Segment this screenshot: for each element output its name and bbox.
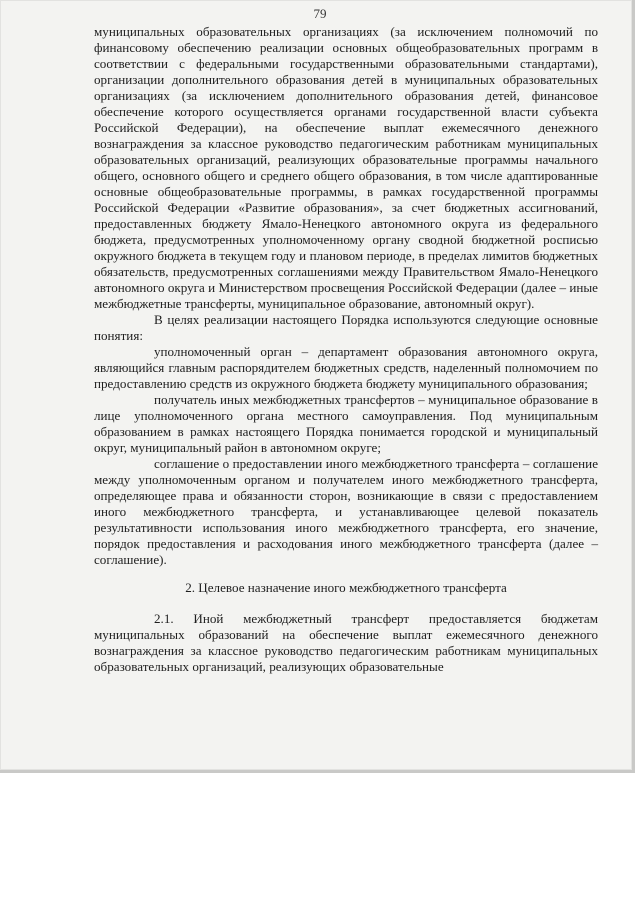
paragraph-definitions-intro: В целях реализации настоящего Порядка используются следующие основные понятия: — [94, 312, 598, 343]
paragraph-recipient: получатель иных межбюджетных трансфертов – муниципальное образование в лице уполномоченного органа местного самоуправления. Под муниципальным образованием в рамках настоящего Порядка понимается городской и муниципальный округ, муниципальный район в автономном округе; — [94, 392, 598, 455]
document-body — [94, 24, 598, 675]
paragraph-authorized-body: уполномоченный орган – департамент образования автономного округа, являющийся главным распорядителем бюджетных средств, наделенный полномочием по предоставлению средств из окружного бюджета бюджету муниципального образования; — [94, 344, 598, 391]
paragraph-agreement: соглашение о предоставлении иного межбюджетного трансферта – соглашение между уполномоченным органом и получателем иного межбюджетного трансферта, определяющее права и обязанности сторон, возникающие в связи с предоставлением иного межбюджетного трансферта, и устанавливающее целевой показатель результативности использования иного межбюджетного трансферта, его значение, порядок предоставления и расходования иного межбюджетного трансферта (далее – соглашение). — [94, 456, 598, 567]
paragraph-continuation: муниципальных образовательных организациях (за исключением полномочий по финансовому обеспечению реализации основных общеобразовательных программ в соответствии с федеральными государственными образовательными стандартами), организации дополнительного образования детей в муниципальных образовательных организациях (за исключением дополнительного образования детей, финансовое обеспечение которого осуществляется органами государственной власти субъекта Российской Федерации), на обеспечение выплат ежемесячного денежного вознаграждения за классное руководство педагогическим работникам муниципальных образовательных организаций, реализующих образовательные программы начального общего, основного общего и среднего общего образования, в том числе адаптированные основные общеобразовательные программы, в рамках государственной программы Российской Федерации «Развитие образования», за счет бюджетных ассигнований, предоставленных бюджету Ямало-Ненецкого автономного округа из федерального бюджета, предусмотренных уполномоченному органу сводной бюджетной росписью окружного бюджета в текущем году и плановом периоде, в пределах лимитов бюджетных обязательств, предусмотренных соглашениями между Правительством Ямало-Ненецкого автономного округа и Министерством просвещения Российской Федерации (далее – иные межбюджетные трансферты, муниципальное образование, автономный округ). — [94, 24, 598, 311]
page-number: 79 — [313, 6, 327, 21]
section-heading: 2. Целевое назначение иного межбюджетного трансферта — [185, 580, 507, 595]
paragraph-clause-2-1: 2.1. Иной межбюджетный трансферт предоставляется бюджетам муниципальных образований на обеспечение выплат ежемесячного денежного вознаграждения за классное руководство педагогическим работникам муниципальных образовательных организаций, реализующих образовательные — [94, 611, 598, 674]
